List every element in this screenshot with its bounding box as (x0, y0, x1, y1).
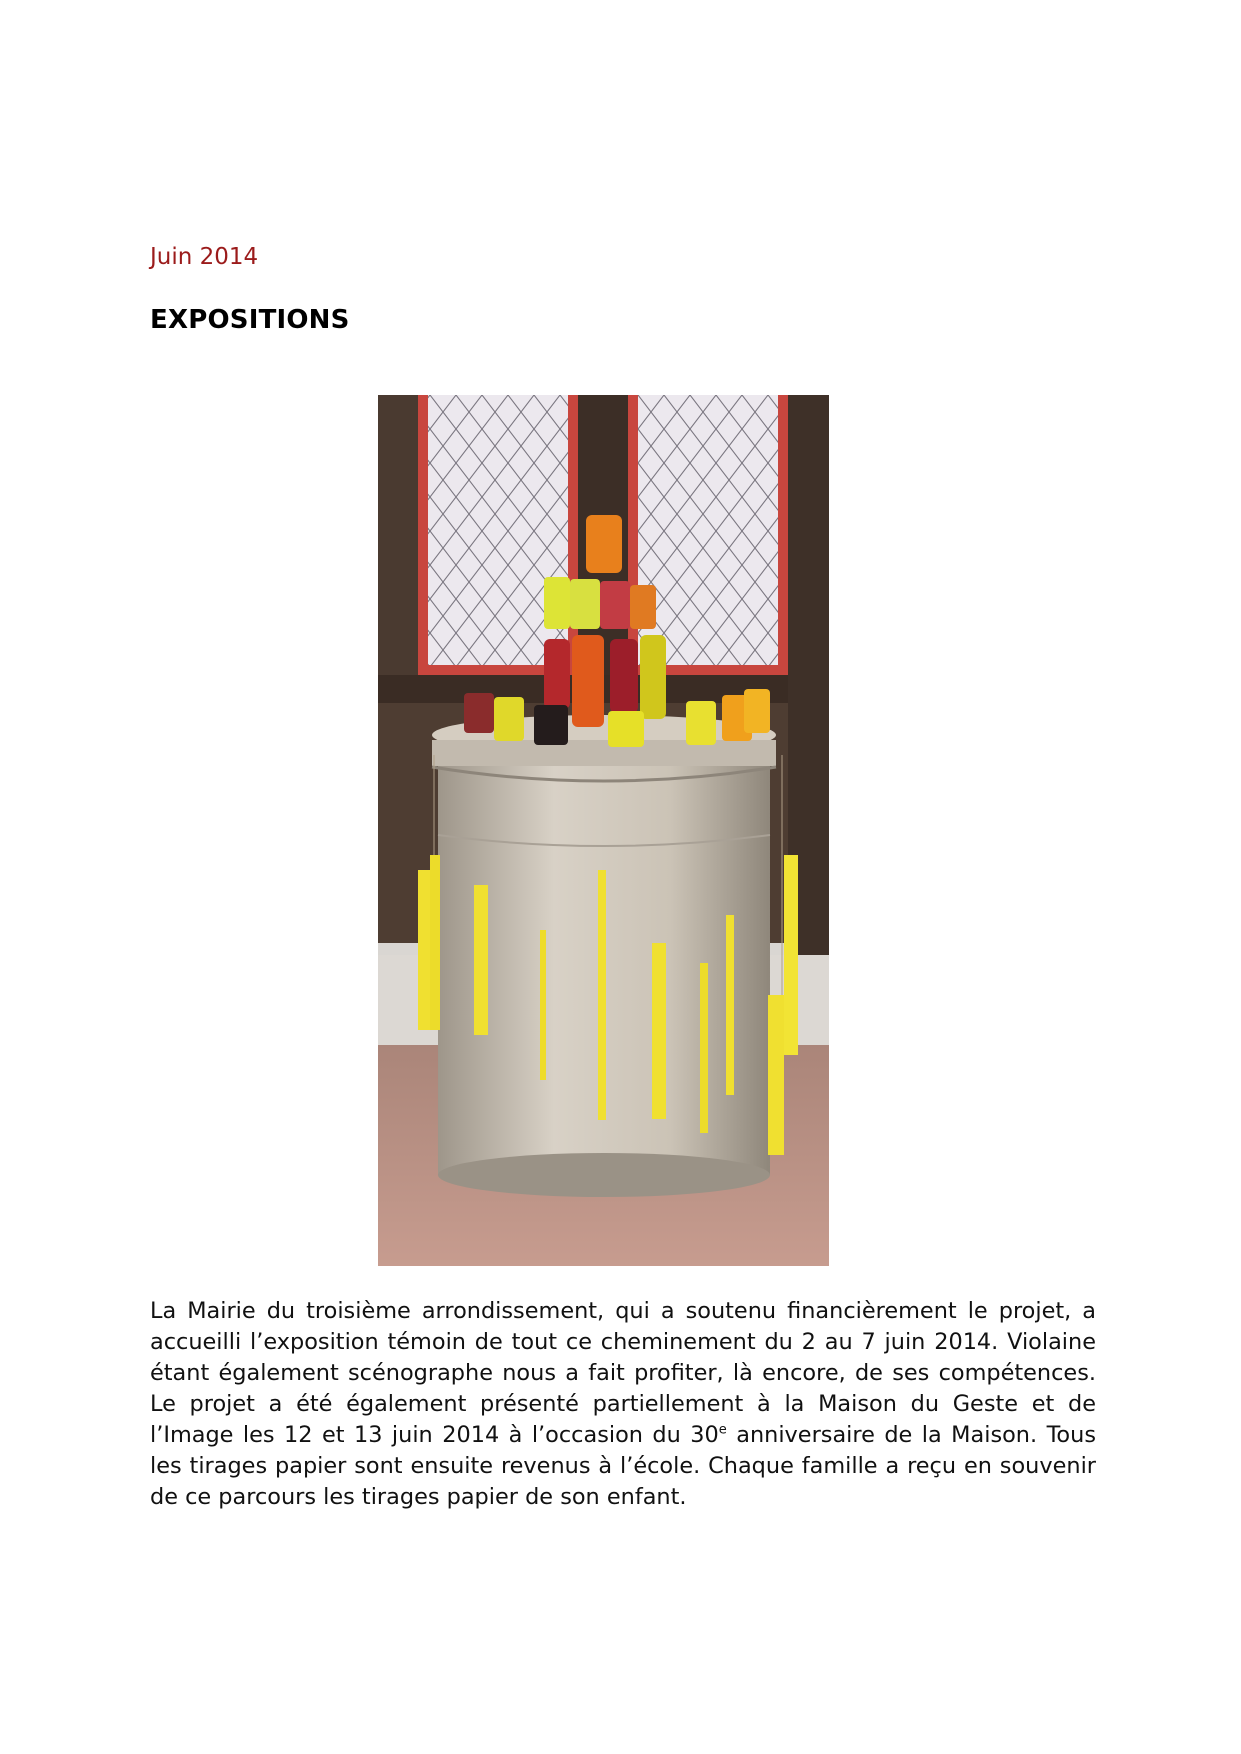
body-text-part1: La Mairie du troisième arrondissement, qui a soutenu financièrement le projet, a accueilli l’exposition témoin de tout ce cheminement du 2 au 7 juin 2014. Violaine étant également scénographe nous a fait profiter, là encore, de ses compétences. Le projet a été également présenté partiellement à la Maison du Geste et de l’Image les 12 et 13 juin 2014 à l’occasion du 30 (150, 1298, 1096, 1448)
exhibition-photo (378, 395, 829, 1266)
date-label: Juin 2014 (150, 244, 259, 270)
ordinal-superscript: e (718, 1422, 727, 1438)
body-paragraph (150, 1296, 1096, 1513)
section-heading: EXPOSITIONS (150, 305, 350, 335)
body-text-part2: anniversaire de la Maison. Tous les tirages papier sont ensuite revenus à l’école. Chaque famille a reçu en souvenir de ce parcours les tirages papier de son enfant. (150, 1422, 1096, 1510)
